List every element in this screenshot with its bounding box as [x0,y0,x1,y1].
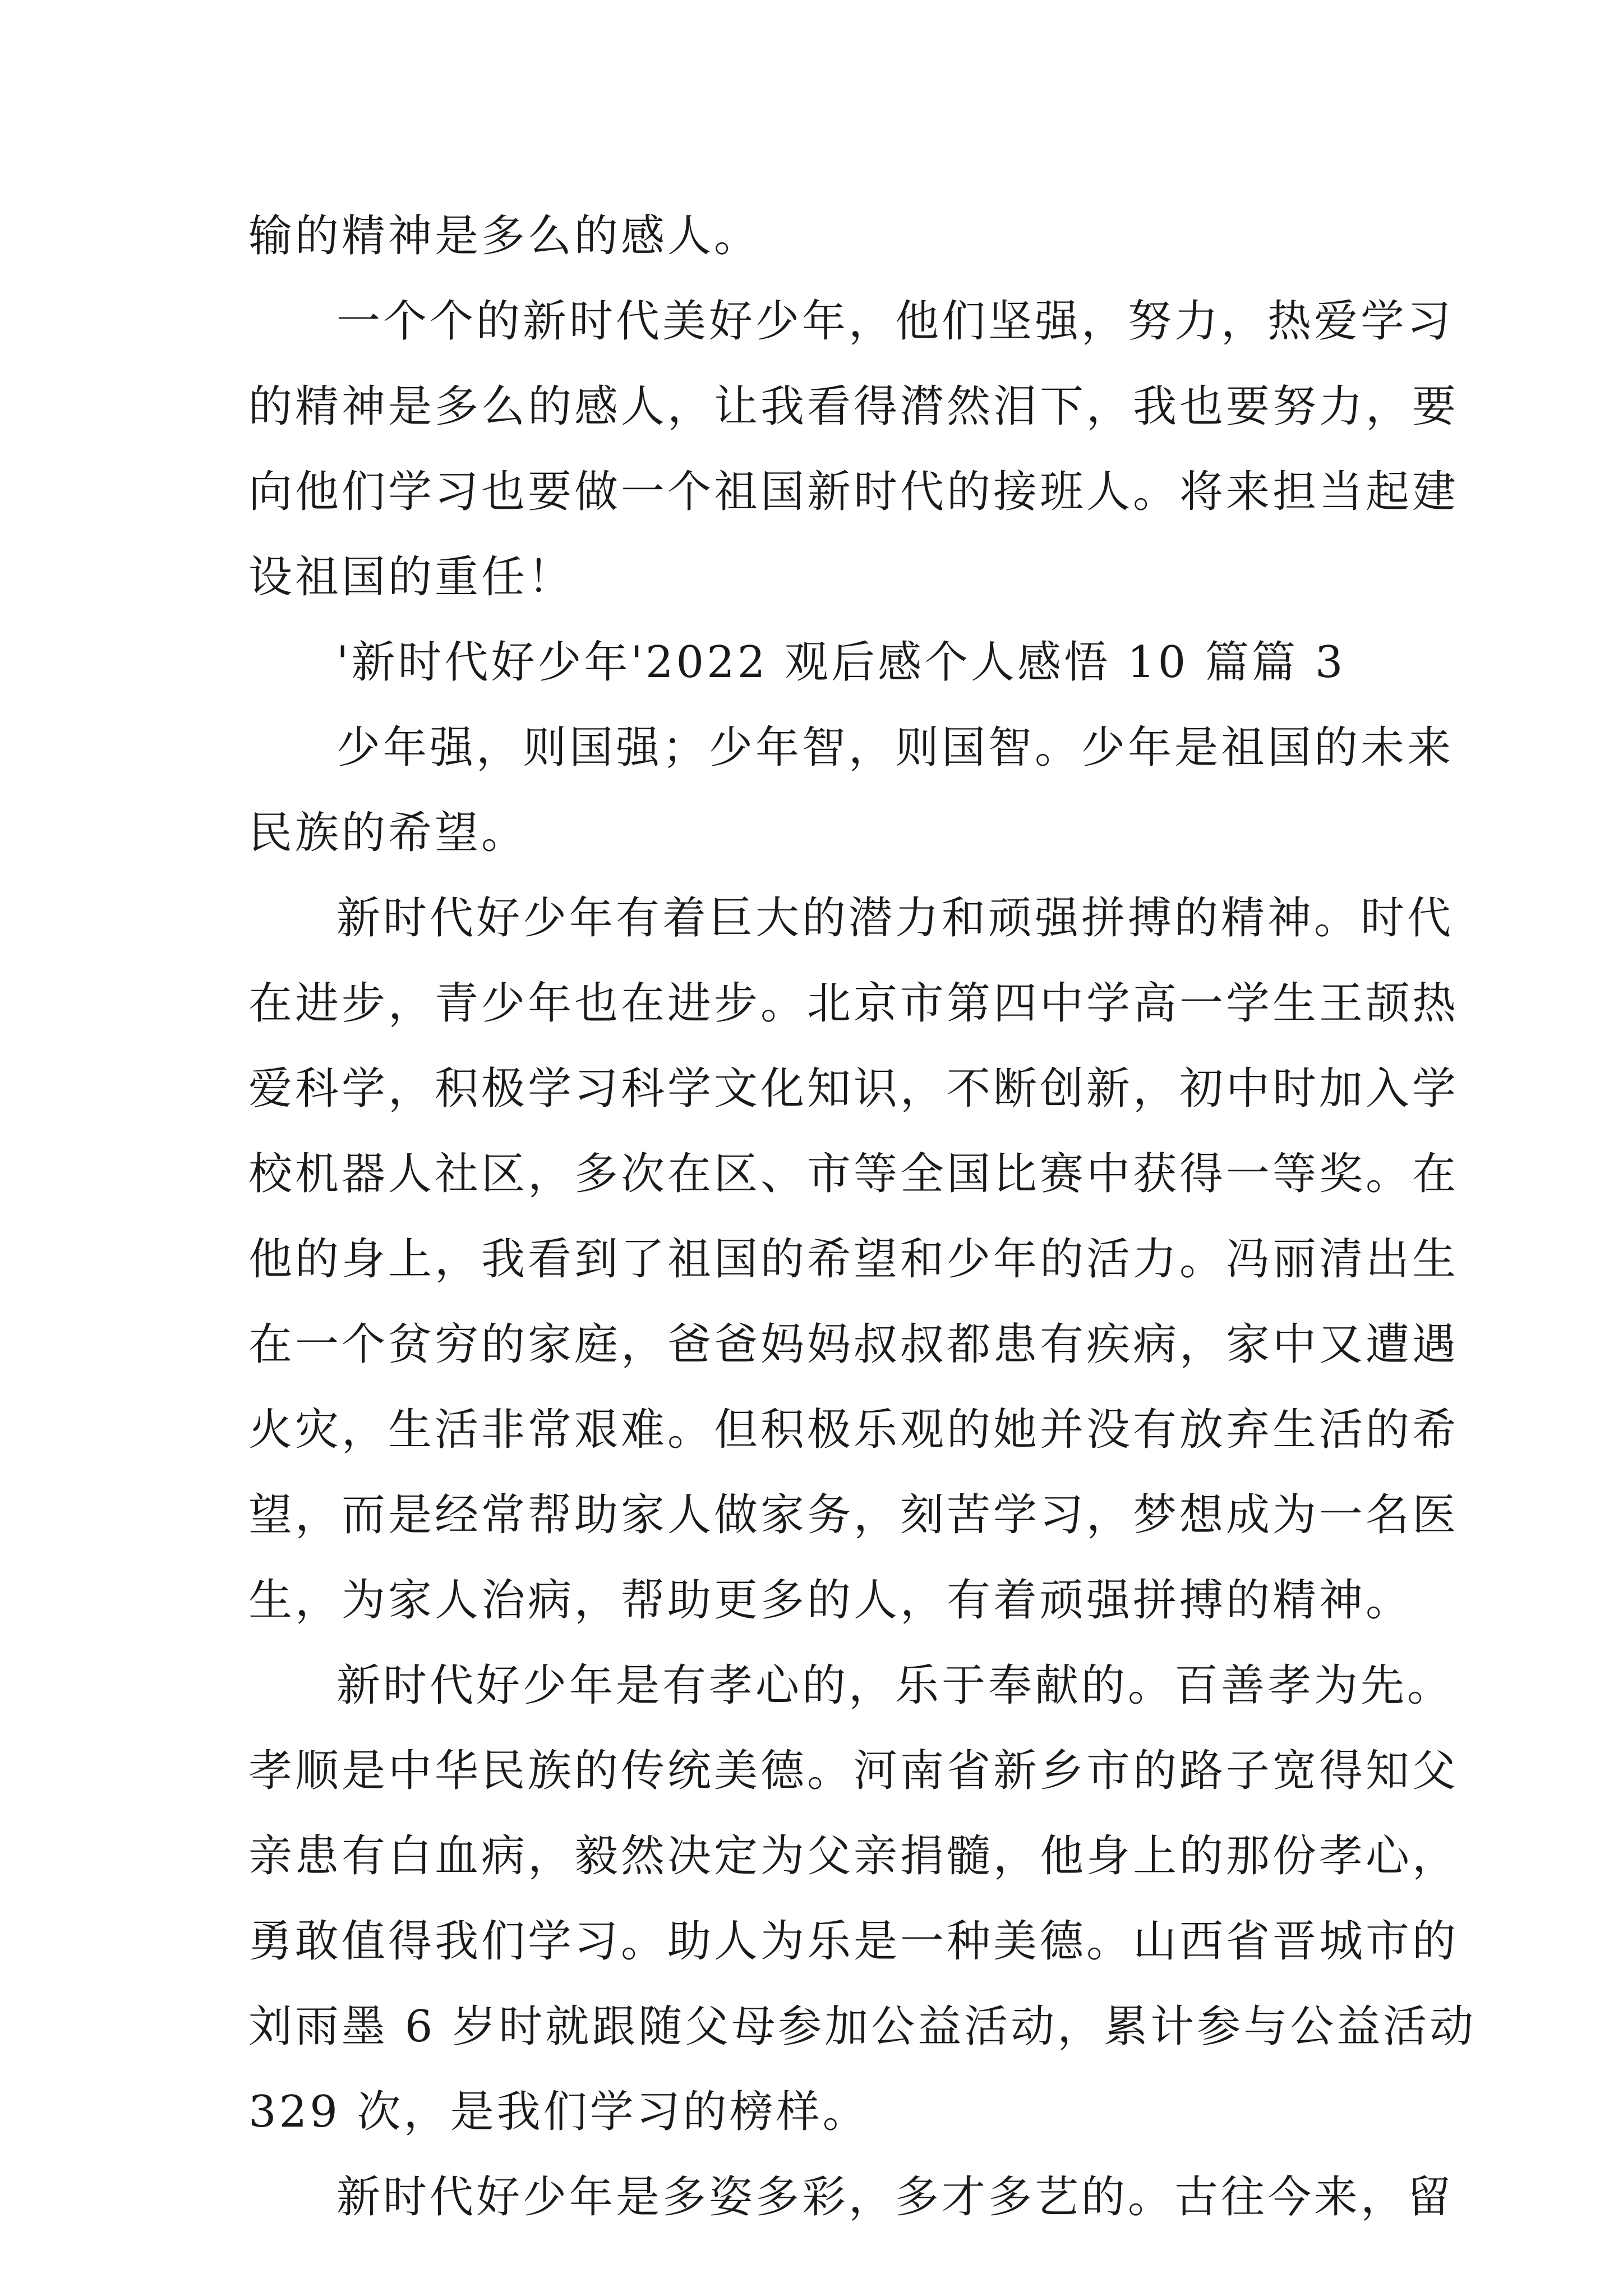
text-line: 新时代好少年有着巨大的潜力和顽强拼搏的精神。时代 [336,893,1454,944]
text-line: 在进步，青少年也在进步。北京市第四中学高一学生王颉热 [248,978,1459,1029]
text-line: 民族的希望。 [248,808,528,858]
text-line: 勇敢值得我们学习。助人为乐是一种美德。山西省晋城市的 [248,1916,1459,1967]
text-line: 的精神是多么的感人，让我看得潸然泪下，我也要努力，要 [248,381,1459,432]
text-line: 输的精神是多么的感人。 [248,211,761,261]
text-line: 校机器人社区，多次在区、市等全国比赛中获得一等奖。在 [248,1149,1459,1199]
text-line: 新时代好少年是有孝心的，乐于奉献的。百善孝为先。 [336,1660,1454,1711]
text-line: 亲患有白血病，毅然决定为父亲捐髓，他身上的那份孝心， [248,1831,1459,1881]
text-line: 生，为家人治病，帮助更多的人，有着顽强拼搏的精神。 [248,1575,1413,1626]
text-line: 刘雨墨 6 岁时就跟随父母参加公益活动，累计参与公益活动 [248,2001,1477,2052]
text-line: 新时代好少年是多姿多彩，多才多艺的。古往今来，留 [336,2172,1454,2223]
text-line: 设祖国的重任！ [248,552,575,602]
text-line: 火灾，生活非常艰难。但积极乐观的她并没有放弃生活的希 [248,1405,1459,1455]
text-line: 少年强，则国强；少年智，则国智。少年是祖国的未来 [336,723,1454,773]
text-line: '新时代好少年'2022 观后感个人感悟 10 篇篇 3 [336,637,1346,688]
text-line: 爱科学，积极学习科学文化知识，不断创新，初中时加入学 [248,1064,1459,1114]
text-line: 一个个的新时代美好少年，他们坚强，努力，热爱学习 [336,296,1454,347]
body-text [248,194,1477,2240]
text-line: 329 次，是我们学习的榜样。 [248,2087,869,2137]
text-line: 他的身上，我看到了祖国的希望和少年的活力。冯丽清出生 [248,1234,1459,1285]
text-line: 望，而是经常帮助家人做家务，刻苦学习，梦想成为一名医 [248,1490,1459,1540]
text-line: 向他们学习也要做一个祖国新时代的接班人。将来担当起建 [248,467,1459,517]
text-line: 在一个贫穷的家庭，爸爸妈妈叔叔都患有疾病，家中又遭遇 [248,1319,1459,1370]
text-line: 孝顺是中华民族的传统美德。河南省新乡市的路子宽得知父 [248,1746,1459,1796]
